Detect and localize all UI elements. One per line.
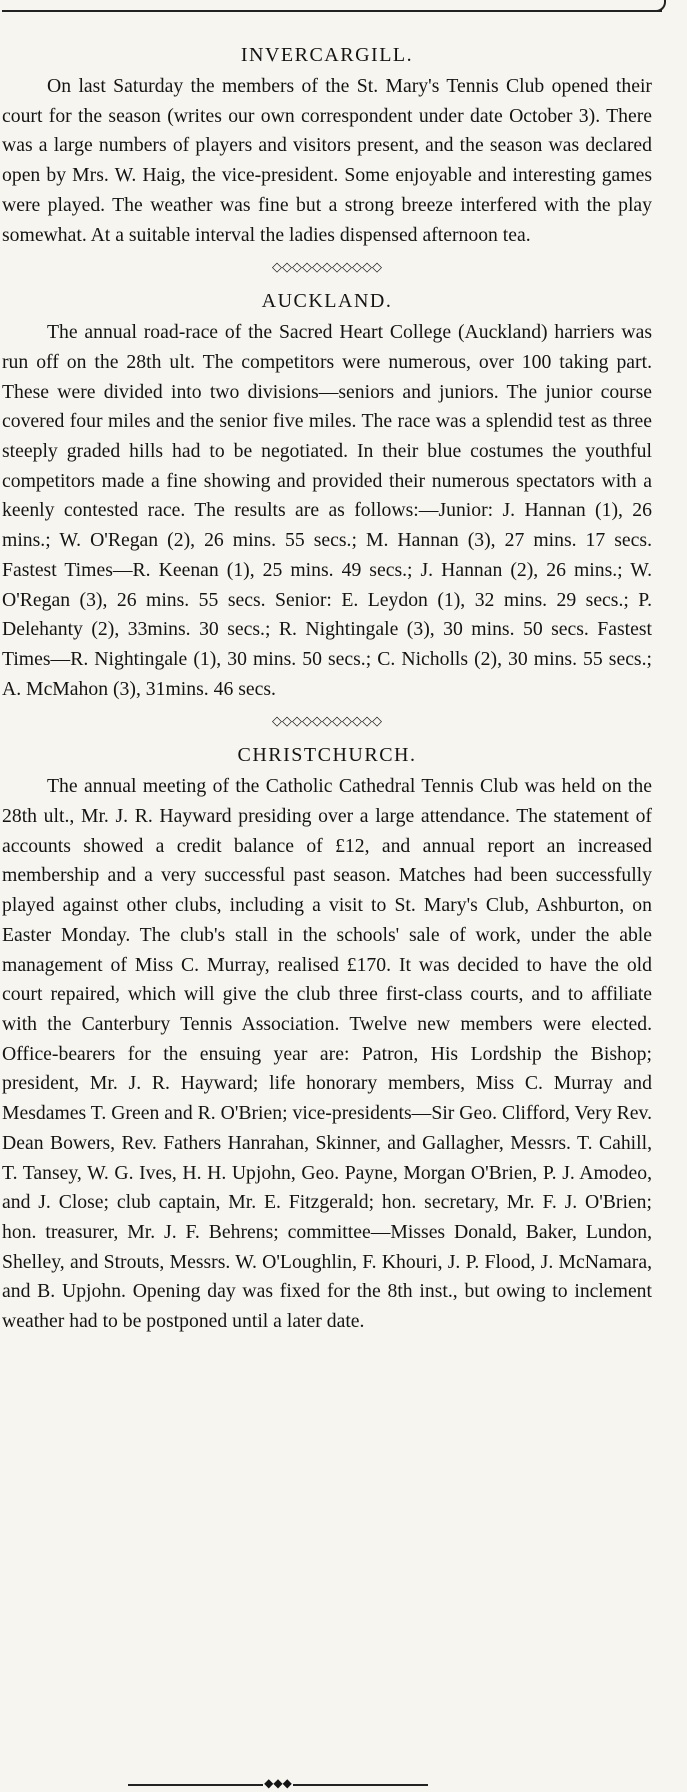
top-border-flourish — [650, 0, 666, 12]
article-column — [2, 30, 652, 1337]
section-body-christchurch: The annual meeting of the Catholic Cathedral Tennis Club was held on the 28th ult., Mr. J. R. Hayward presiding over a large attendance. The statement of accounts showed a credit balance of £12, and annual report an increased membership and a very successful past season. Matches had been successfully played against other clubs, including a visit to St. Mary's Club, Ashburton, on Easter Monday. The club's stall in the schools' sale of work, under the able management of Miss C. Murray, realised £170. It was decided to have the old court repaired, which will give the club three first-class courts, and to affiliate with the Canterbury Tennis Association. Twelve new members were elected. Office-bearers for the ensuing year are: Patron, His Lordship the Bishop; president, Mr. J. R. Hayward; life honorary members, Miss C. Murray and Mesdames T. Green and R. O'Brien; vice-presidents—Sir Geo. Clifford, Very Rev. Dean Bowers, Rev. Fathers Hanrahan, Skinner, and Gallagher, Messrs. T. Cahill, T. Tansey, W. G. Ives, H. H. Upjohn, Geo. Payne, Morgan O'Brien, P. J. Amodeo, and J. Close; club captain, Mr. E. Fitzgerald; hon. secretary, Mr. F. J. O'Brien; hon. treasurer, Mr. J. F. Behrens; committee—Misses Donald, Baker, Lundon, Shelley, and Strouts, Messrs. W. O'Loughlin, F. Khouri, J. P. Flood, J. McNamara, and B. Upjohn. Opening day was fixed for the 8th inst., but owing to inclement weather had to be postponed until a later date. — [2, 775, 652, 1333]
section-body-auckland: The annual road-race of the Sacred Heart College (Auckland) harriers was run off on the 28th ult. The competitors were numerous, over 100 taking part. These were divided into two divisions—seniors and juniors. The junior course covered four miles and the senior five miles. The race was a splendid test as three steeply graded hills had to be negotiated. In their blue costumes the youthful competitors made a fine showing and provided their numerous spectators with a keenly contested race. The results are as follows:—Junior: J. Hannan (1), 26 mins.; W. O'Regan (2), 26 mins. 55 secs.; M. Hannan (3), 27 mins. 17 secs. Fastest Times—R. Keenan (1), 25 mins. 49 secs.; J. Hannan (2), 26 mins.; W. O'Regan (3), 26 mins. 55 secs. Senior: E. Leydon (1), 32 mins. 29 secs.; P. Delehanty (2), 33mins. 30 secs.; R. Nightingale (3), 30 mins. 50 secs. Fastest Times—R. Nightingale (1), 30 mins. 50 secs.; C. Nicholls (2), 30 mins. 55 secs.; A. McMahon (3), 31mins. 46 secs. — [2, 321, 652, 700]
top-border-rule — [2, 0, 662, 12]
section-heading-auckland: AUCKLAND. — [261, 290, 393, 313]
bottom-ornament-rule — [128, 1776, 428, 1792]
ornament-separator-1: ◇◇◇◇◇◇◇◇◇◇◇ — [272, 259, 382, 275]
section-heading-christchurch: CHRISTCHURCH. — [237, 744, 417, 767]
section-body-invercargill: On last Saturday the members of the St. Mary's Tennis Club opened their court for the season (writes our own correspondent under date October 3). There was a large numbers of players and visitors present, and the season was declared open by Mrs. W. Haig, the vice-president. Some enjoyable and interesting games were played. The weather was fine but a strong breeze interfered with the play somewhat. At a suitable interval the ladies dispensed afternoon tea. — [2, 75, 652, 246]
bottom-ornament-mark: ◆◆◆ — [264, 1776, 292, 1790]
section-heading-invercargill: INVERCARGILL. — [240, 44, 414, 66]
ornament-separator-2: ◇◇◇◇◇◇◇◇◇◇◇ — [272, 713, 382, 729]
